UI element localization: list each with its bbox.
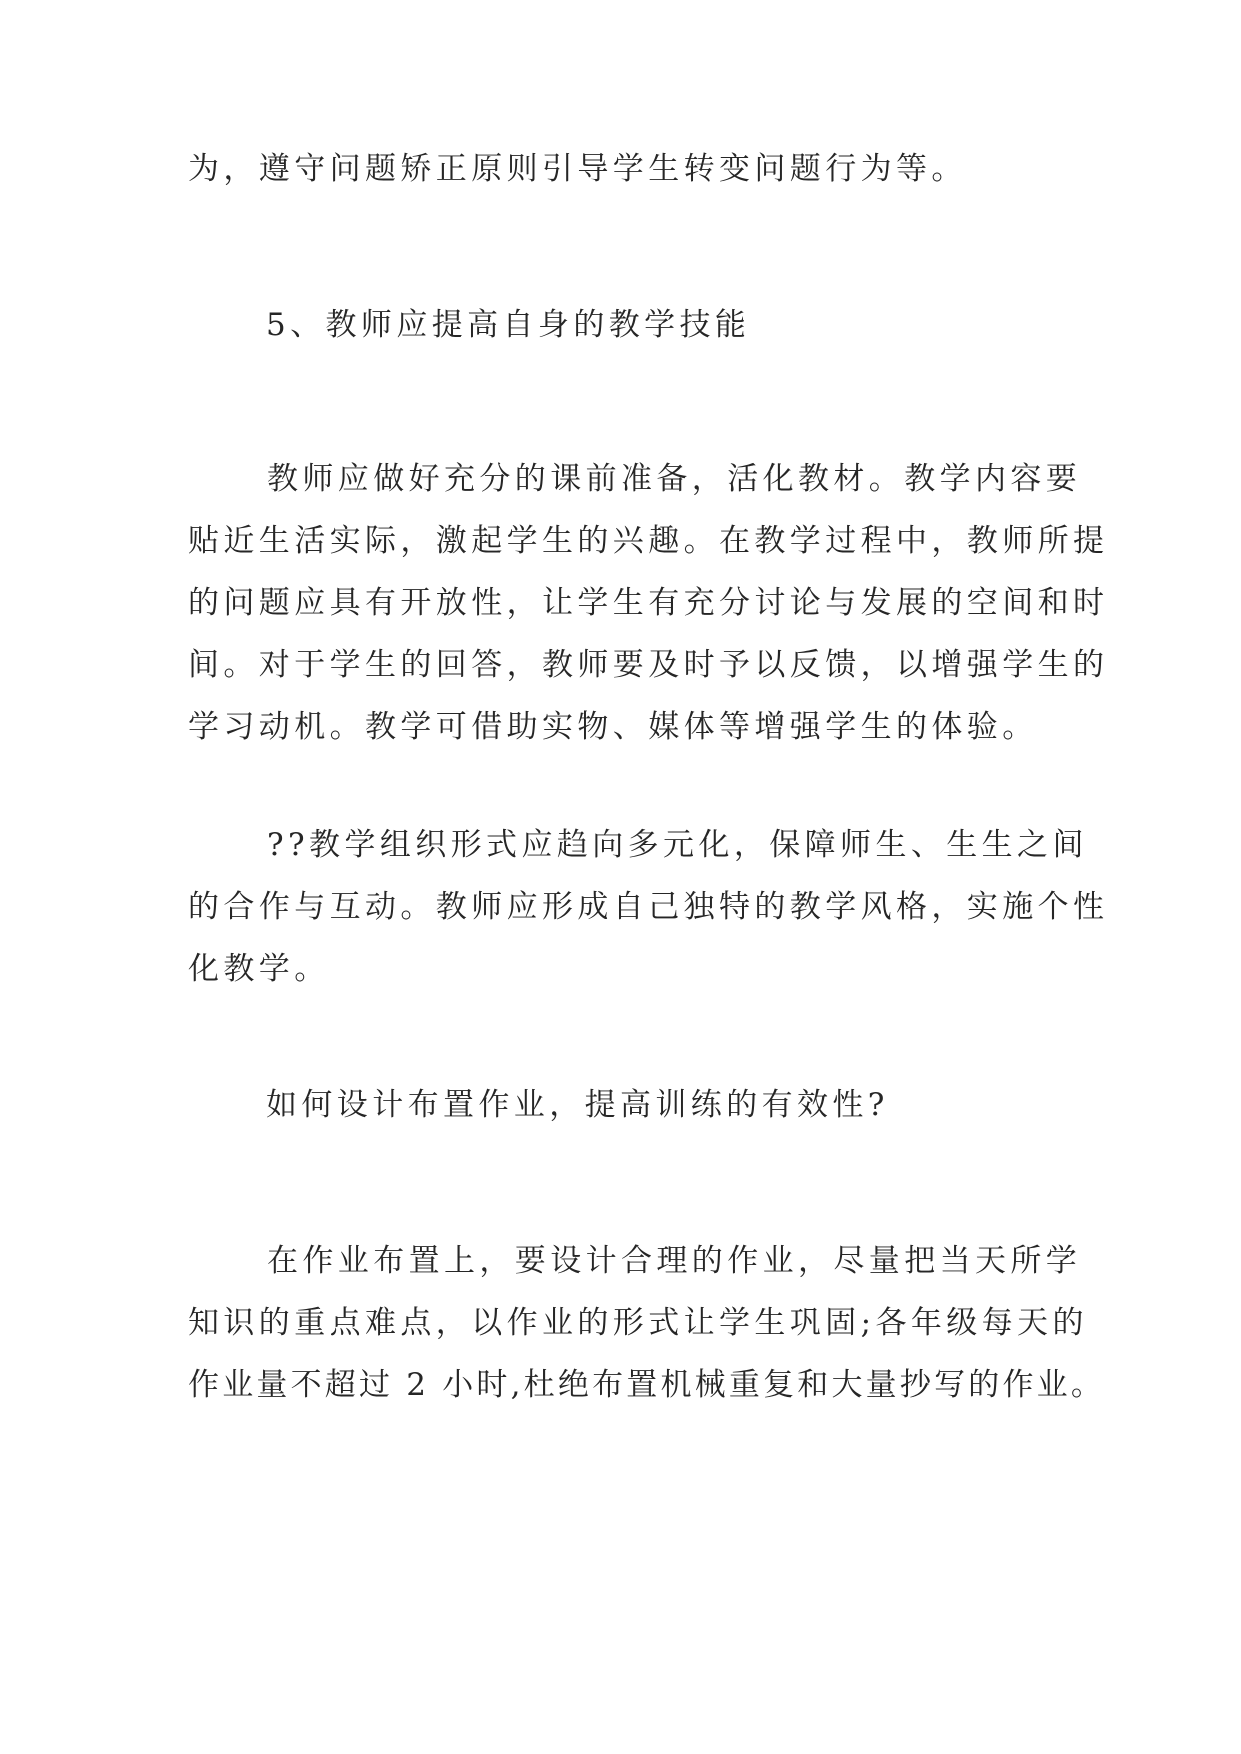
text-line: 的问题应具有开放性，让学生有充分讨论与发展的空间和时	[188, 585, 1109, 621]
text-line: 化教学。	[188, 951, 330, 987]
paragraph-teaching-preparation	[188, 448, 1109, 758]
text-line: 作业量不超过 2 小时,杜绝布置机械重复和大量抄写的作业。	[188, 1367, 1106, 1403]
text-line: 间。对于学生的回答，教师要及时予以反馈，以增强学生的	[188, 647, 1109, 683]
text-line: 知识的重点难点，以作业的形式让学生巩固;各年级每天的	[188, 1305, 1088, 1341]
text-line: 5、教师应提高自身的教学技能	[266, 307, 751, 343]
section-question-heading	[266, 1074, 1134, 1136]
text-line: 学习动机。教学可借助实物、媒体等增强学生的体验。	[188, 709, 1038, 745]
paragraph-homework	[188, 1230, 1106, 1416]
text-line: 的合作与互动。教师应形成自己独特的教学风格，实施个性	[188, 889, 1109, 925]
paragraph-continuation	[188, 138, 1056, 200]
paragraph-teaching-organization	[188, 814, 1109, 1000]
section-heading	[266, 294, 1134, 356]
text-line: 在作业布置上，要设计合理的作业，尽量把当天所学	[267, 1243, 1082, 1279]
text-line: 贴近生活实际，激起学生的兴趣。在教学过程中，教师所提	[188, 523, 1109, 559]
text-line: 如何设计布置作业，提高训练的有效性?	[266, 1087, 889, 1123]
text-line: ??教学组织形式应趋向多元化，保障师生、生生之间	[267, 827, 1088, 863]
text-line: 为，遵守问题矫正原则引导学生转变问题行为等。	[188, 151, 967, 187]
text-line: 教师应做好充分的课前准备，活化教材。教学内容要	[267, 461, 1082, 497]
